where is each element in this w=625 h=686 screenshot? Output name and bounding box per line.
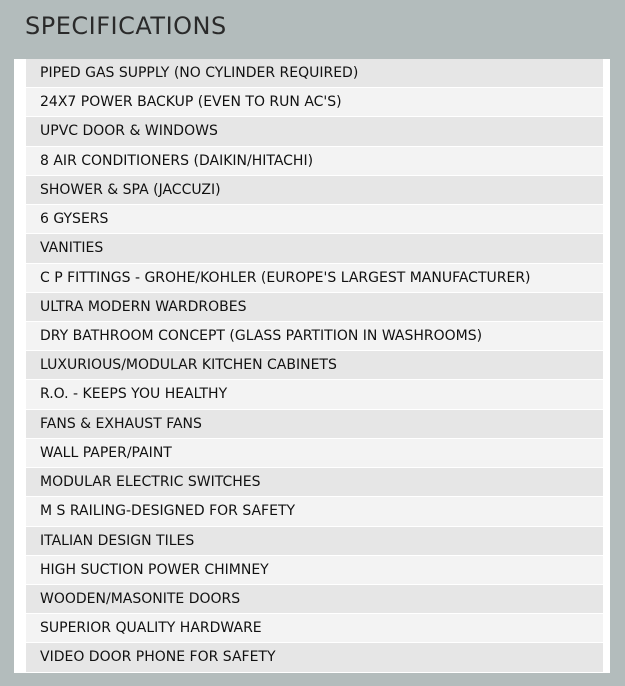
spec-item: 6 GYSERS xyxy=(26,205,603,234)
spec-item: 24X7 POWER BACKUP (EVEN TO RUN AC'S) xyxy=(26,88,603,117)
spec-item: R.O. - KEEPS YOU HEALTHY xyxy=(26,380,603,409)
spec-item: WOODEN/MASONITE DOORS xyxy=(26,585,603,614)
spec-item: PIPED GAS SUPPLY (NO CYLINDER REQUIRED) xyxy=(26,59,603,88)
spec-item: UPVC DOOR & WINDOWS xyxy=(26,117,603,146)
spec-item: ULTRA MODERN WARDROBES xyxy=(26,293,603,322)
spec-item: VIDEO DOOR PHONE FOR SAFETY xyxy=(26,643,603,672)
spec-item: C P FITTINGS - GROHE/KOHLER (EUROPE'S LARGEST MANUFACTURER) xyxy=(26,264,603,293)
spec-item: HIGH SUCTION POWER CHIMNEY xyxy=(26,556,603,585)
spec-item: MODULAR ELECTRIC SWITCHES xyxy=(26,468,603,497)
spec-item: SHOWER & SPA (JACCUZI) xyxy=(26,176,603,205)
spec-item: WALL PAPER/PAINT xyxy=(26,439,603,468)
spec-item: M S RAILING-DESIGNED FOR SAFETY xyxy=(26,497,603,526)
spec-item: VANITIES xyxy=(26,234,603,263)
spec-item: ITALIAN DESIGN TILES xyxy=(26,527,603,556)
spec-item: LUXURIOUS/MODULAR KITCHEN CABINETS xyxy=(26,351,603,380)
spec-item: FANS & EXHAUST FANS xyxy=(26,410,603,439)
page-title: SPECIFICATIONS xyxy=(25,12,227,40)
spec-item: SUPERIOR QUALITY HARDWARE xyxy=(26,614,603,643)
specifications-list xyxy=(14,59,610,673)
spec-item: DRY BATHROOM CONCEPT (GLASS PARTITION IN WASHROOMS) xyxy=(26,322,603,351)
spec-item: 8 AIR CONDITIONERS (DAIKIN/HITACHI) xyxy=(26,147,603,176)
